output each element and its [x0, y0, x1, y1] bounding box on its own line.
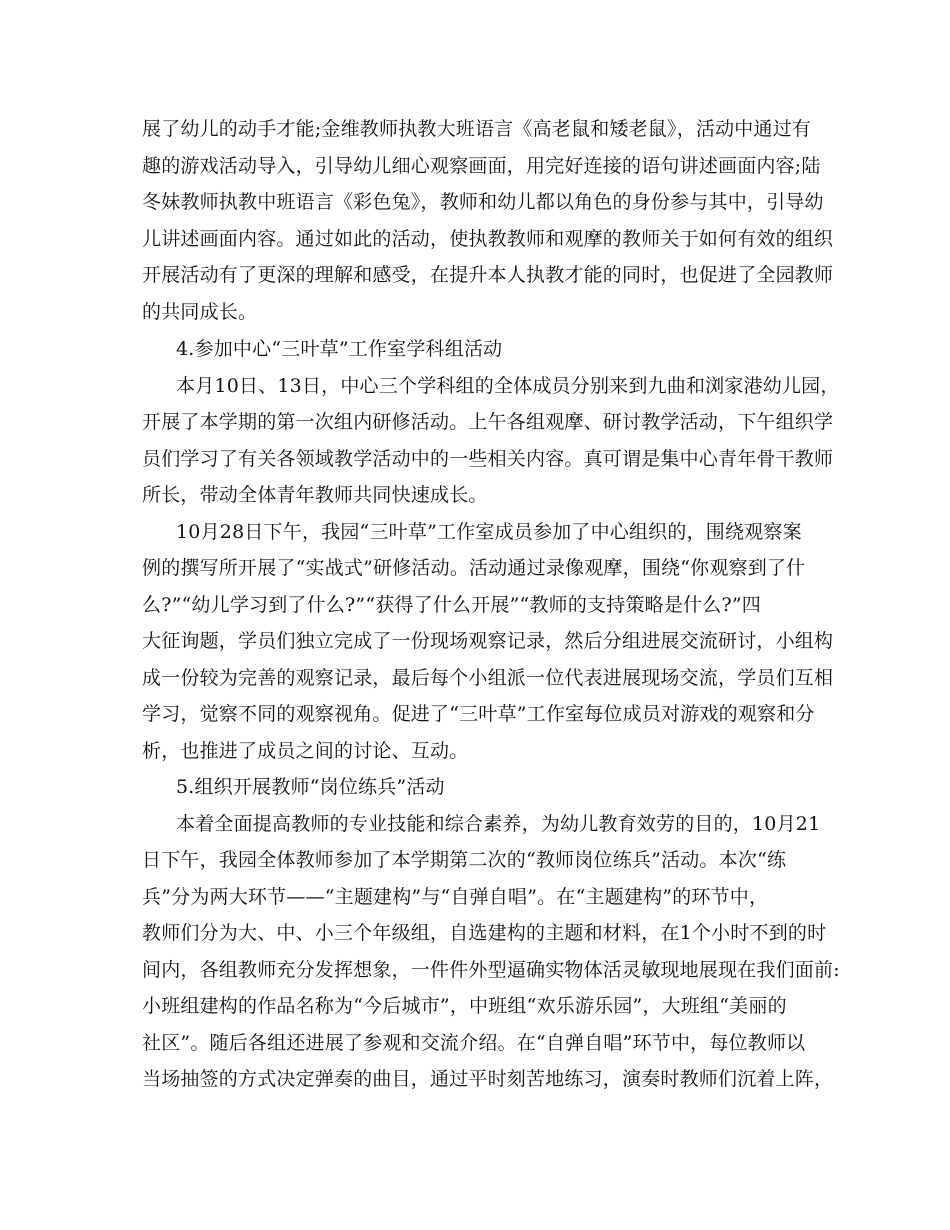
- text-line: 大征询题，学员们独立完成了一份现场观察记录，然后分组进展交流研讨，小组构: [142, 630, 834, 652]
- text-line: 兵”分为两大环节——“主题建构”与“自弹自唱”。在“主题建构”的环节中，: [142, 886, 769, 908]
- text-line: 的共同成长。: [142, 301, 258, 323]
- text-line: 10月28日下午，我园“三叶草”工作室成员参加了中心组织的，围绕观察案: [176, 521, 802, 543]
- text-line: 例的撰写所开展了“实战式”研修活动。活动通过录像观摩，围绕“你观察到了什: [142, 557, 806, 579]
- text-line: 趣的游戏活动导入，引导幼儿细心观察画面，用完好连接的语句讲述画面内容;陆: [142, 155, 821, 177]
- section-heading: 5.组织开展教师“岗位练兵”活动: [176, 776, 445, 798]
- text-line: 成一份较为完善的观察记录，最后每个小组派一位代表进展现场交流，学员们互相: [142, 667, 834, 689]
- text-line: 教师们分为大、中、小三个年级组，自选建构的主题和材料，在1个小时不到的时: [142, 922, 827, 944]
- text-line: 本着全面提高教师的专业技能和综合素养，为幼儿教育效劳的目的，10月21: [176, 813, 821, 835]
- text-line: 儿讲述画面内容。通过如此的活动，使执教教师和观摩的教师关于如何有效的组织: [142, 228, 834, 250]
- section-heading: 4.参加中心“三叶草”工作室学科组活动: [176, 338, 503, 360]
- text-line: 小班组建构的作品名称为“今后城市”，中班组“欢乐游乐园”，大班组“美丽的: [142, 995, 787, 1017]
- text-line: 学习，觉察不同的观察视角。促进了“三叶草”工作室每位成员对游戏的观察和分: [142, 703, 815, 725]
- text-line: 开展了本学期的第一次组内研修活动。上午各组观摩、研讨教学活动，下午组织学: [142, 411, 834, 433]
- text-line: 冬妹教师执教中班语言《彩色兔》，教师和幼儿都以角色的身份参与其中，引导幼: [142, 191, 824, 213]
- text-line: 当场抽签的方式决定弹奏的曲目，通过平时刻苦地练习，演奏时教师们沉着上阵，: [142, 1068, 834, 1090]
- text-line: 开展活动有了更深的理解和感受，在提升本人执教才能的同时，也促进了全园教师: [142, 264, 834, 286]
- text-line: 所长，带动全体青年教师共同快速成长。: [142, 484, 488, 506]
- text-line: 员们学习了有关各领域教学活动中的一些相关内容。真可谓是集中心青年骨干教师: [142, 448, 834, 470]
- text-line: 展了幼儿的动手才能;金维教师执教大班语言《高老鼠和矮老鼠》，活动中通过有: [142, 118, 812, 140]
- text-line: 间内，各组教师充分发挥想象，一件件外型逼确实物体活灵敏现地展现在我们面前:: [142, 959, 840, 981]
- text-line: 本月10日、13日，中心三个学科组的全体成员分别来到九曲和浏家港幼儿园，: [176, 375, 840, 397]
- text-line: 析，也推进了成员之间的讨论、互动。: [142, 740, 469, 762]
- text-line: 社区”。随后各组还进展了参观和交流介绍。在“自弹自唱”环节中，每位教师以: [142, 1032, 806, 1054]
- text-line: 么?”“幼儿学习到了什么?”“获得了什么开展”“教师的支持策略是什么?”四: [142, 594, 761, 616]
- text-line: 日下午，我园全体教师参加了本学期第二次的“教师岗位练兵”活动。本次“练: [142, 849, 787, 871]
